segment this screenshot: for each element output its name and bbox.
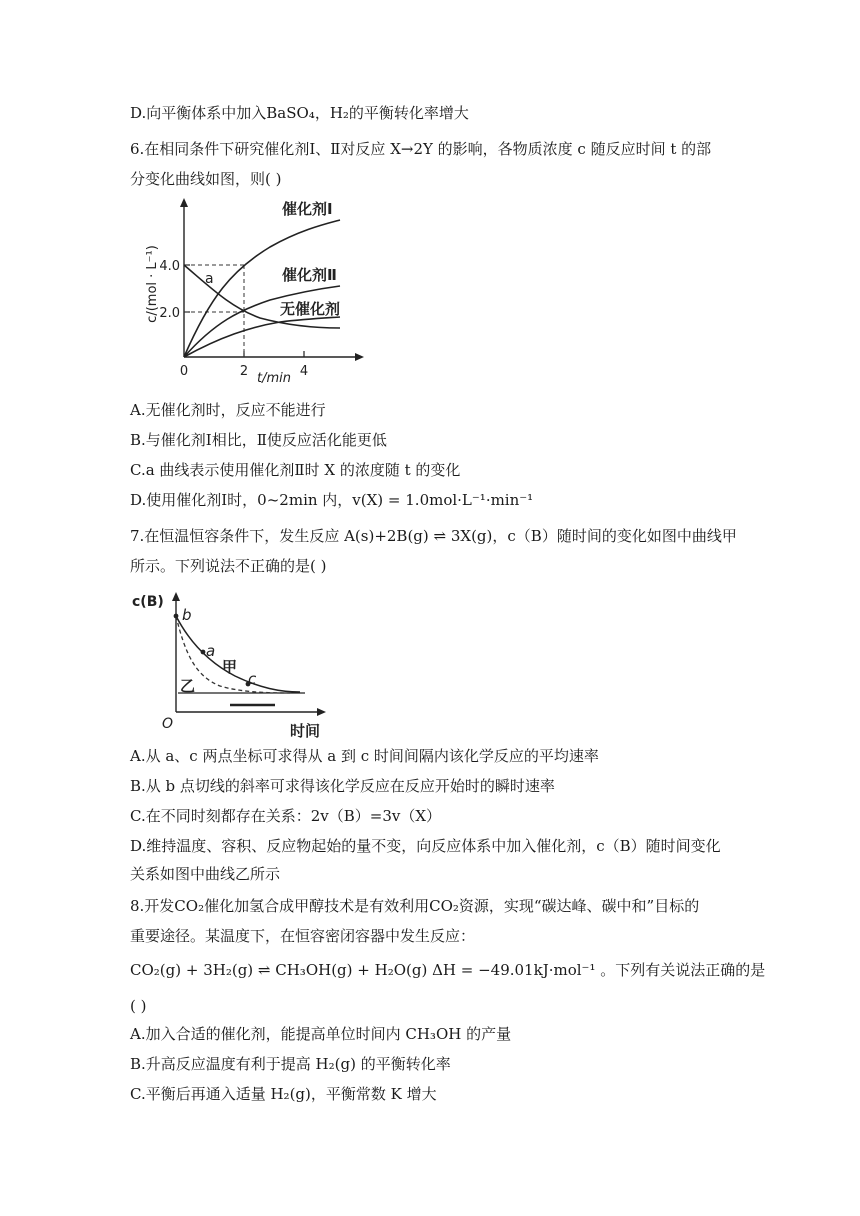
q8-stem-line1: 8.开发CO₂催化加氢合成甲醇技术是有效利用CO₂资源，实现“碳达峰、碳中和”目标的 [130,897,700,915]
label-a: a [205,271,214,287]
q7-stem-line1: 7.在恒温恒容条件下，发生反应 A(s)+2B(g) ⇌ 3X(g)，c（B）随时间的变化如图中曲线甲 [130,527,737,545]
q6-stem-line2: 分变化曲线如图，则( ) [130,170,282,188]
fig2-ylabel: c(B) [132,594,164,610]
q8-equation: CO₂(g) + 3H₂(g) ⇌ CH₃OH(g) + H₂O(g) ΔH = −49.01kJ·mol⁻¹ 。下列有关说法正确的是 [130,961,766,979]
q8-option-c: C.平衡后再通入适量 H₂(g)，平衡常数 K 增大 [130,1085,437,1103]
point-a: a [206,642,216,660]
q8-stem-line2: 重要途径。某温度下，在恒容密闭容器中发生反应： [130,927,476,945]
figure-cb-time [130,588,330,740]
q7-option-d-cont: 关系如图中曲线乙所示 [130,865,281,883]
q6-option-a: A.无催化剂时，反应不能进行 [130,401,326,419]
label-jia: 甲 [222,658,238,676]
q6-option-d: D.使用催化剂Ⅰ时，0~2min 内，v(X) = 1.0mol·L⁻¹·min⁻¹ [130,491,534,509]
fig2-xlabel: 时间 [290,722,321,740]
q6-stem-line1: 6.在相同条件下研究催化剂Ⅰ、Ⅱ对反应 X→2Y 的影响，各物质浓度 c 随反应时间 t 的部 [130,140,712,158]
q8-blank: ( ) [130,997,147,1015]
fig1-ylabel: c/(mol · L⁻¹) [145,245,160,323]
curve-cat2 [184,286,340,357]
xtick-2: 2 [239,364,249,379]
figure-catalyst-curves [140,192,380,392]
q8-option-b: B.升高反应温度有利于提高 H₂(g) 的平衡转化率 [130,1055,451,1073]
q7-option-a: A.从 a、c 两点坐标可求得从 a 到 c 时间间隔内该化学反应的平均速率 [130,747,599,765]
q8-option-a: A.加入合适的催化剂，能提高单位时间内 CH₃OH 的产量 [130,1025,512,1043]
fig1-xlabel: t/min [257,371,291,386]
label-cat2: 催化剂Ⅱ [282,266,337,284]
fig2-origin: O [162,716,174,732]
q6-option-b: B.与催化剂Ⅰ相比，Ⅱ使反应活化能更低 [130,431,387,449]
q7-option-c: C.在不同时刻都存在关系：2v（B）=3v（X） [130,807,442,825]
ytick-2: 2.0 [159,306,180,321]
q7-stem-line2: 所示。下列说法不正确的是( ) [130,557,327,575]
curve-nocat [184,317,340,357]
label-nocat: 无催化剂 [280,300,341,318]
label-cat1: 催化剂Ⅰ [282,200,333,218]
xtick-0: 0 [179,364,189,379]
ytick-4: 4.0 [159,259,180,274]
q6-option-c: C.a 曲线表示使用催化剂Ⅱ时 X 的浓度随 t 的变化 [130,461,461,479]
q7-option-d: D.维持温度、容积、反应物起始的量不变，向反应体系中加入催化剂，c（B）随时间变化 [130,837,721,855]
curve-cat1 [184,220,340,357]
xtick-4: 4 [299,364,309,379]
q7-option-b: B.从 b 点切线的斜率可求得该化学反应在反应开始时的瞬时速率 [130,777,555,795]
q5-option-d: D.向平衡体系中加入BaSO₄，H₂的平衡转化率增大 [130,104,469,122]
point-c: c [248,670,257,688]
point-b: b [182,606,192,624]
label-yi: 乙 [180,677,196,695]
